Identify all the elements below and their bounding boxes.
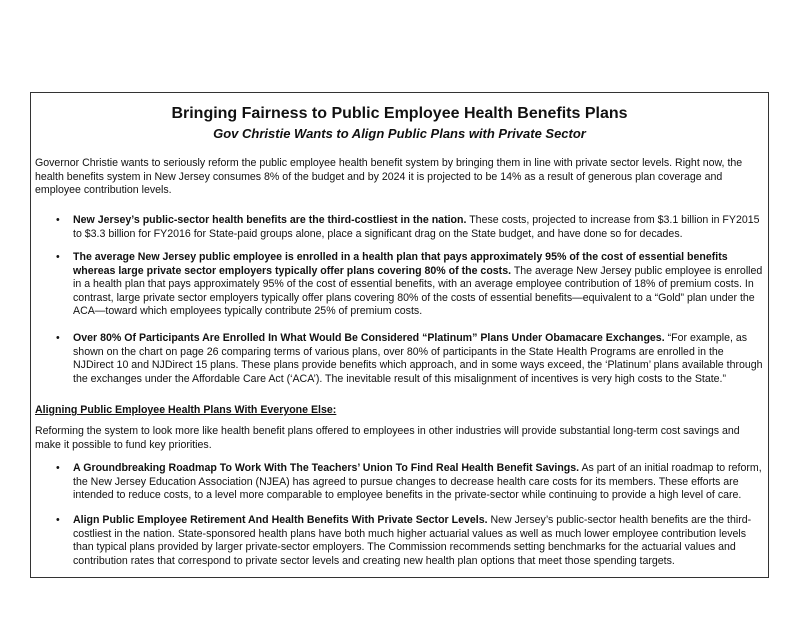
document-frame: [30, 92, 769, 578]
bullet-lead: Over 80% Of Participants Are Enrolled In What Would Be Considered “Platinum” Plans Under Obamacare Exchanges.: [73, 332, 665, 344]
bullet-text: The average New Jersey public employee is enrolled in a health plan that pays approximately 95% of the cost of essential benefits, with an average employee contribution of 18% of premium costs. In contrast, large private sector employers typically offer plans covering 80% of the costs of essential benefits—equivalent to a “Gold” plan under the ACA—toward which employees typically contribute 25% of premium costs.: [73, 264, 763, 318]
bullet-dot: •: [56, 251, 60, 263]
bullet-item: [56, 462, 763, 503]
section-heading: Aligning Public Employee Health Plans With Everyone Else:: [35, 404, 337, 416]
bullet-text: As part of an initial roadmap to reform, the New Jersey Education Association (NJEA) has agreed to pursue changes to decrease health care costs for its members. These efforts are intended to reduce costs, to a level more comparable to employee benefits in the private-sector while continuing to provide a high level of care.: [73, 462, 762, 502]
bullet-item: [56, 514, 763, 568]
bullet-lead: New Jersey’s public-sector health benefits are the third-costliest in the nation.: [73, 214, 467, 226]
bullet-lead: The average New Jersey public employee is enrolled in a health plan that pays approximately 95% of the cost of essential benefits whereas large private sector employers typically offer plans covering 80% of the costs.: [73, 251, 728, 277]
bullet-text: “For example, as shown on the chart on page 26 comparing terms of various plans, over 80% of participants in the State Health Programs are enrolled in the NJDirect 10 and NJDirect 15 plans. These plans provide benefits which approach, and in some ways exceed, the ‘Platinum’ plans available through the exchanges under the Affordable Care Act (‘ACA’). The inevitable result of this misalignment of incentives is very high costs to the State.”: [73, 332, 763, 385]
bullet-text: These costs, projected to increase from $3.1 billion in FY2015 to $3.3 billion for FY2016 for State-paid groups alone, place a significant drag on the State budget, and have done so for decades.: [73, 214, 760, 240]
bullet-dot: •: [56, 462, 60, 474]
bullet-item: [56, 251, 763, 319]
bullet-dot: •: [56, 214, 60, 226]
bullet-lead: Align Public Employee Retirement And Health Benefits With Private Sector Levels.: [73, 514, 488, 526]
section-intro: Reforming the system to look more like health benefit plans offered to employees in other industries will provide substantial long-term cost savings and make it possible to fund key priorities.: [35, 425, 740, 451]
bullet-text: New Jersey’s public-sector health benefits are the third-costliest in the nation. State-sponsored health plans have both much higher actuarial values as well as much lower employee contribution levels than typical plans provided by larger private-sector employers. The Commission recommends setting benchmarks for the actuarial values and contribution rates that correspond to private sector levels and creating new health plan options that meet those spending targets.: [73, 514, 752, 567]
page-subtitle: Gov Christie Wants to Align Public Plans with Private Sector: [213, 126, 586, 141]
bullet-dot: •: [56, 514, 60, 526]
bullet-item: [56, 332, 763, 386]
page-title: Bringing Fairness to Public Employee Health Benefits Plans: [171, 105, 628, 122]
intro-paragraph: Governor Christie wants to seriously reform the public employee health benefit system by bringing them in line with private sector levels. Right now, the health benefits system in New Jersey consumes 8% of the budget and by 2024 it is projected to be 14% as a result of generous plan coverage and employee contribution levels.: [35, 157, 743, 197]
bullet-dot: •: [56, 332, 60, 344]
bullet-lead: A Groundbreaking Roadmap To Work With The Teachers’ Union To Find Real Health Benefit Savings.: [73, 462, 580, 474]
bullet-item: [56, 214, 763, 241]
